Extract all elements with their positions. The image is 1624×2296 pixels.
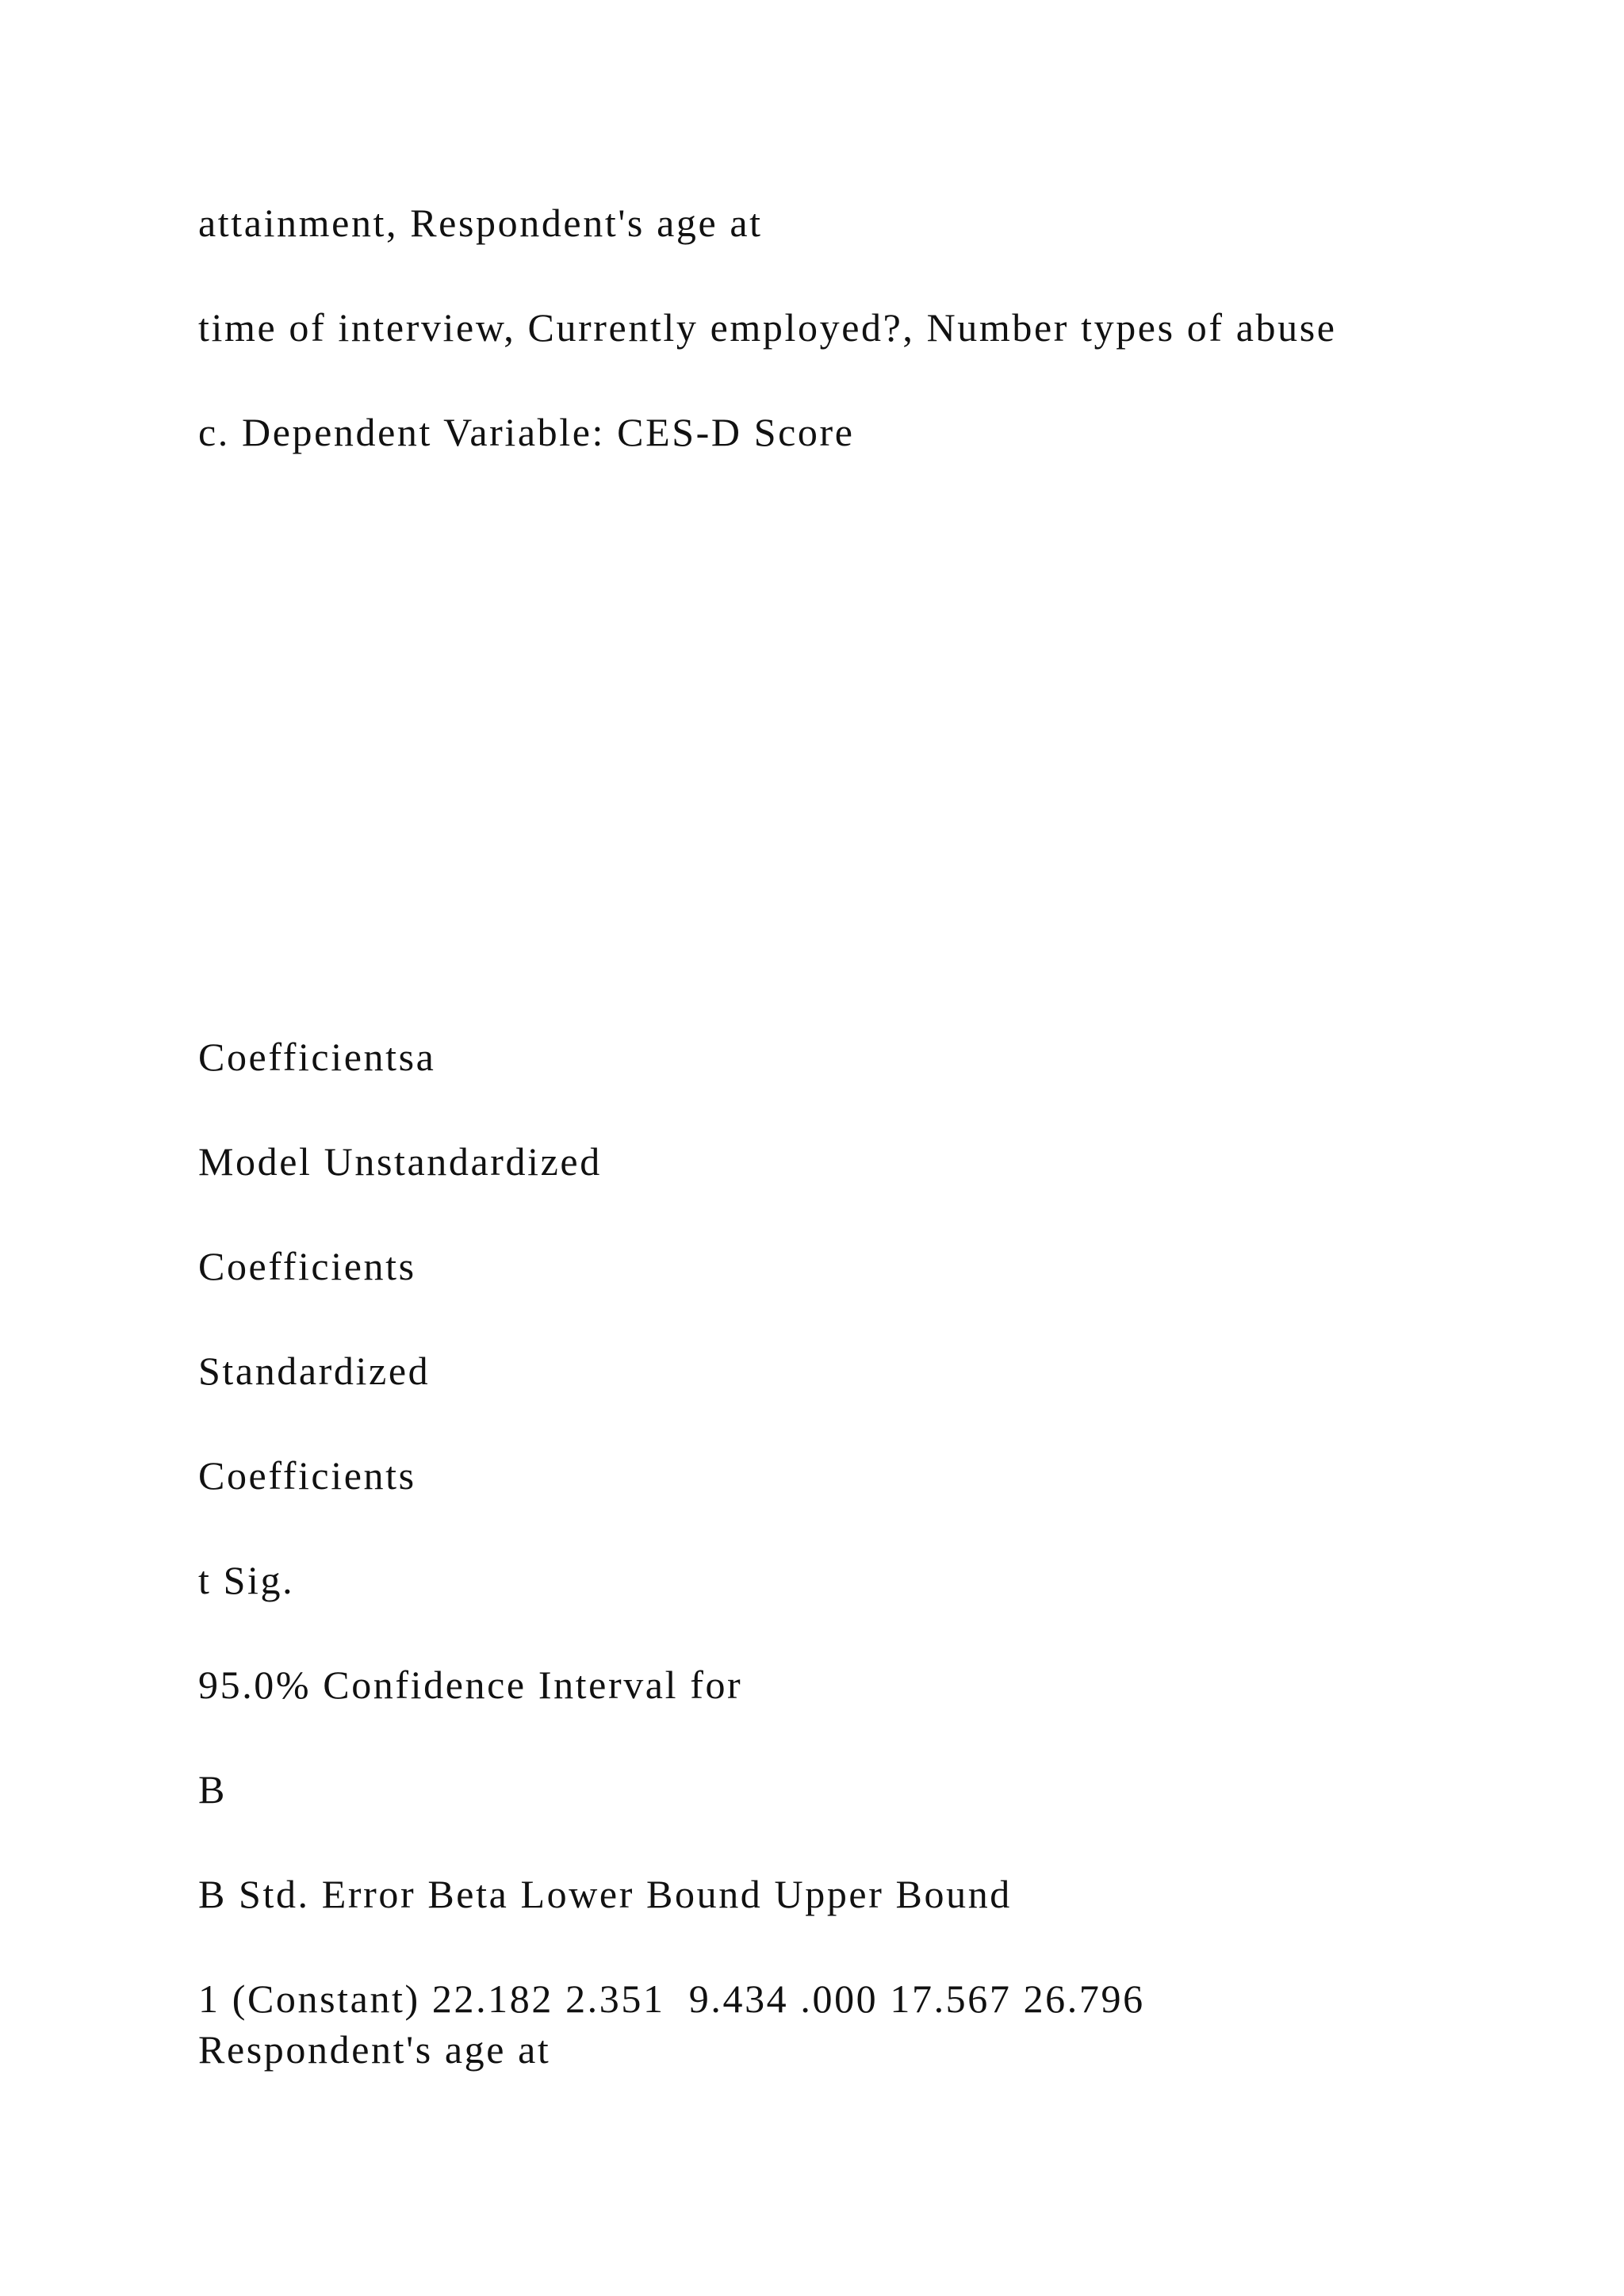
text-line-dependent-variable: c. Dependent Variable: CES-D Score [198,410,855,454]
table-header-confidence-interval: 95.0% Confidence Interval for [198,1663,743,1707]
text-line-attainment: attainment, Respondent's age at [198,201,763,245]
table-header-subcolumns: B Std. Error Beta Lower Bound Upper Bound [198,1872,1012,1916]
table-header-t-sig: t Sig. [198,1558,295,1602]
table-row-respondent-age: Respondent's age at [198,2027,551,2072]
text-line-predictors-continued: time of interview, Currently employed?, Number types of abuse [198,305,1337,350]
table-header-model-unstandardized: Model Unstandardized [198,1139,602,1184]
table-header-coefficients-2: Coefficients [198,1453,416,1498]
table-header-coefficients-1: Coefficients [198,1244,416,1288]
table-header-b: B [198,1767,227,1812]
table-header-standardized: Standardized [198,1349,431,1393]
table-title-coefficients: Coefficientsa [198,1035,436,1079]
table-row-constant: 1 (Constant) 22.182 2.351 9.434 .000 17.567 26.796 [198,1976,1145,2021]
